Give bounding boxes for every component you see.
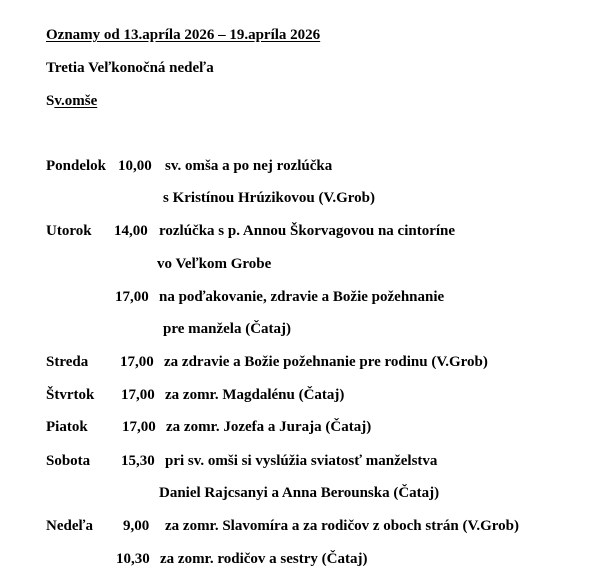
mass-intention-continued: pre manžela (Čataj)	[163, 321, 292, 337]
mass-intention: za zomr. rodičov a sestry (Čataj)	[160, 551, 368, 567]
mass-intention-continued: vo Veľkom Grobe	[157, 256, 272, 272]
mass-time: 17,00	[120, 354, 154, 370]
document-subtitle: Tretia Veľkonočná nedeľa	[46, 60, 214, 76]
mass-time: 17,00	[115, 289, 149, 305]
mass-intention: sv. omša a po nej rozlúčka	[165, 158, 333, 174]
mass-intention: za zdravie a Božie požehnanie pre rodinu (V.Grob)	[164, 354, 488, 370]
mass-intention: pri sv. omši si vyslúžia sviatosť manželstva	[165, 453, 438, 469]
mass-time: 17,00	[121, 387, 155, 403]
mass-intention: za zomr. Magdalénu (Čataj)	[165, 387, 345, 403]
day-label-friday: Piatok	[46, 419, 88, 435]
day-label-sunday: Nedeľa	[46, 518, 94, 534]
mass-time: 10,30	[116, 551, 150, 567]
section-heading	[46, 92, 97, 110]
day-label-thursday: Štvrtok	[46, 387, 95, 403]
mass-time: 14,00	[114, 223, 148, 239]
section-heading-prefix: S	[46, 93, 55, 109]
mass-intention-continued: Daniel Rajcsanyi a Anna Berounska (Čataj)	[159, 485, 440, 501]
day-label-tuesday: Utorok	[46, 223, 92, 239]
day-label-wednesday: Streda	[46, 354, 89, 370]
mass-intention: rozlúčka s p. Annou Škorvagovou na cintoríne	[159, 223, 456, 239]
mass-time: 15,30	[121, 453, 155, 469]
day-label-monday: Pondelok	[46, 158, 107, 174]
mass-intention-continued: s Kristínou Hrúzikovou (V.Grob)	[163, 190, 375, 206]
day-label-saturday: Sobota	[46, 453, 91, 469]
mass-time: 10,00	[118, 158, 152, 174]
mass-time: 9,00	[123, 518, 150, 534]
mass-intention: za zomr. Jozefa a Juraja (Čataj)	[166, 419, 372, 435]
mass-intention: za zomr. Slavomíra a za rodičov z oboch strán (V.Grob)	[165, 518, 520, 534]
mass-intention: na poďakovanie, zdravie a Božie požehnanie	[159, 289, 445, 305]
mass-time: 17,00	[122, 419, 156, 435]
document-title: Oznamy od 13.apríla 2026 – 19.apríla 2026	[46, 27, 321, 43]
section-heading-rest: v.omše	[54, 93, 98, 109]
